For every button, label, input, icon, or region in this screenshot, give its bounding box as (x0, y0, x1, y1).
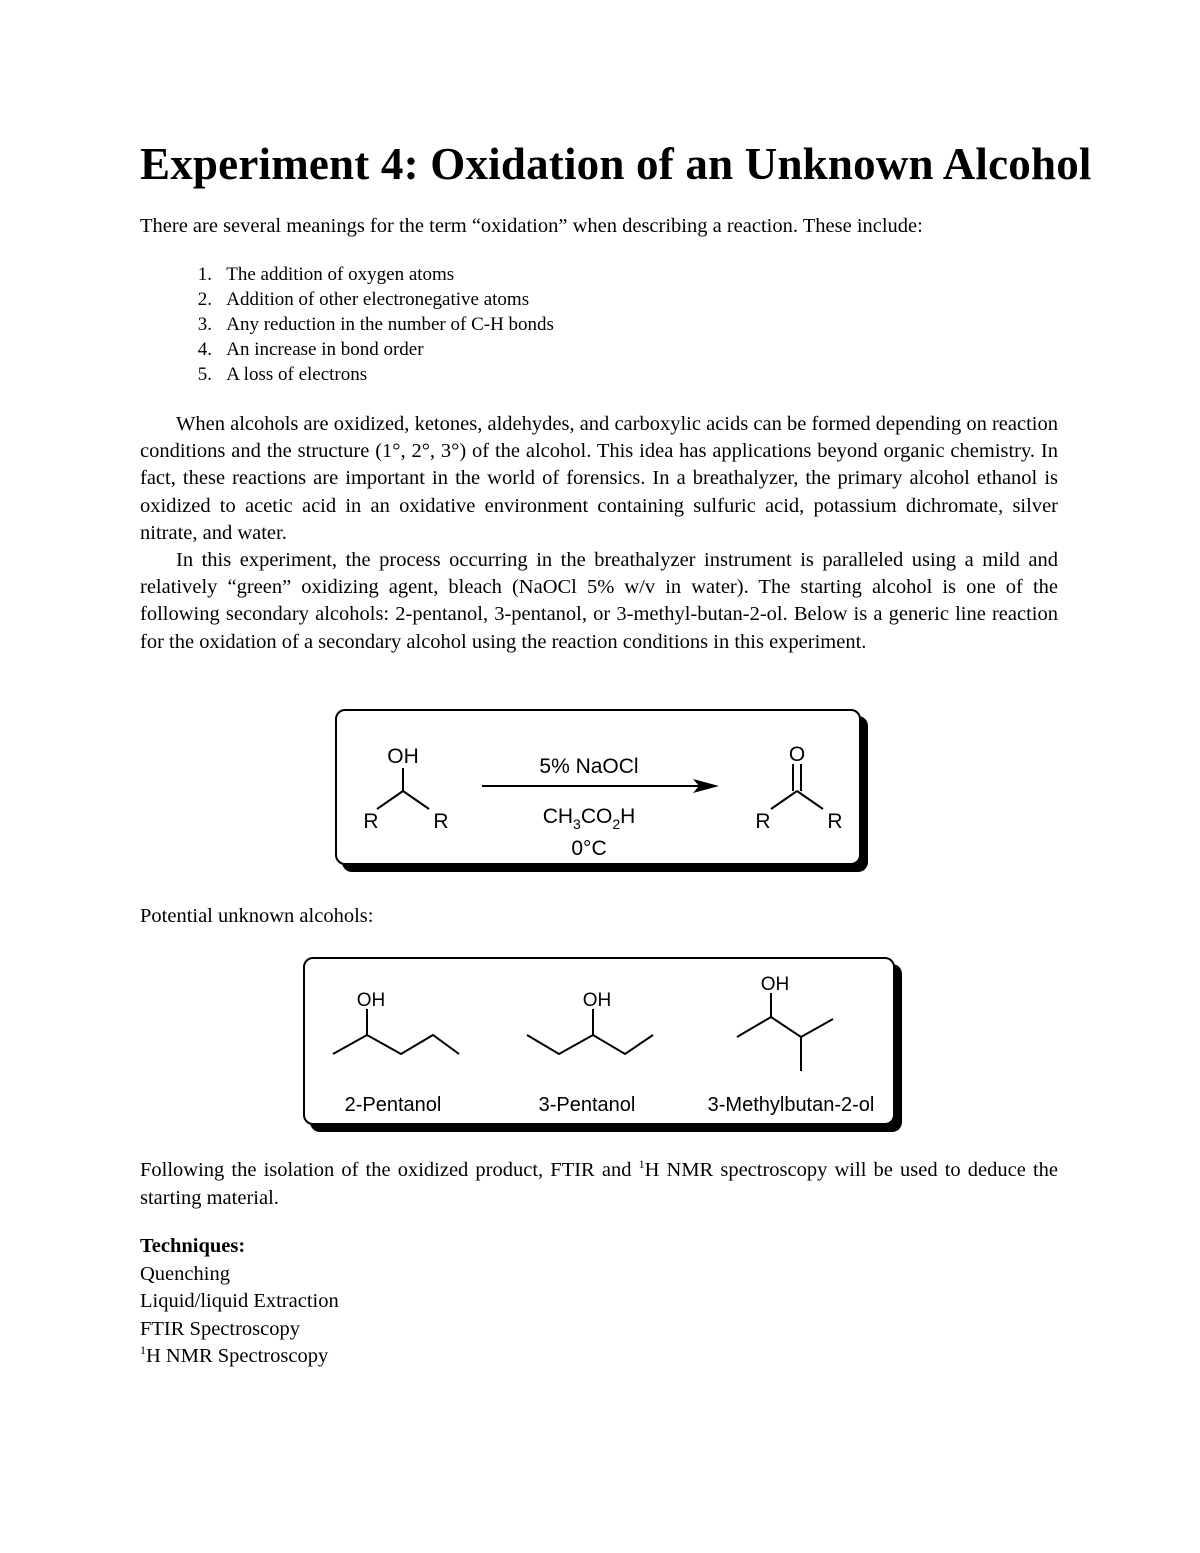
oxidation-meanings-list (140, 262, 554, 387)
reaction-drawing (337, 711, 859, 863)
list-item (140, 262, 554, 287)
list-item (140, 337, 554, 362)
temperature-label: 0°C (571, 837, 607, 860)
methylbutanol-hydroxyl: OH (760, 974, 790, 995)
unknowns-drawing (305, 959, 893, 1123)
paragraph-oxidation: When alcohols are oxidized, ketones, aldehydes, and carboxylic acids can be formed depending on reaction conditions and the structure (1°, 2°, 3°) of the alcohol. This idea has applications beyond organic chemistry. In fact, these reactions are important in the world of forensics. In a breathalyzer, the primary alcohol ethanol is oxidized to acetic acid in an oxidative environment containing sulfuric acid, potassium dichromate, silver nitrate, and water. (140, 413, 1058, 544)
reactant-bonds (377, 768, 429, 809)
technique-item: Liquid/liquid Extraction (140, 1290, 339, 1312)
reactant-r-left: R (363, 810, 379, 833)
unknown-alcohols-figure (303, 957, 895, 1125)
list-item (140, 312, 554, 337)
list-item (140, 287, 554, 312)
list-text: An increase in bond order (226, 339, 424, 360)
solvent-label: $CH_3CO_2H$ (542, 805, 636, 832)
pentan-3-ol-bonds (527, 1009, 653, 1054)
pentan-2-ol-hydroxyl: OH (356, 990, 386, 1011)
list-number: 4. (197, 339, 212, 360)
product-r-left: R (755, 810, 771, 833)
methylbutanol-bonds (737, 993, 833, 1071)
techniques-section (140, 1233, 339, 1371)
reactant-r-right: R (433, 810, 449, 833)
reagent-label: 5% NaOCl (539, 755, 639, 778)
list-text: Any reduction in the number of C-H bonds (226, 314, 554, 335)
pentan-2-ol-bonds (333, 1009, 459, 1054)
list-number: 3. (197, 314, 212, 335)
technique-item: FTIR Spectroscopy (140, 1317, 300, 1340)
pentan-3-ol-name: 3-Pentanol (538, 1094, 636, 1116)
product-carbonyl-label: O (788, 743, 806, 766)
list-text: The addition of oxygen atoms (226, 264, 455, 285)
technique-item: Quenching (140, 1262, 230, 1285)
pentan-3-ol-hydroxyl: OH (582, 990, 612, 1011)
unknowns-label: Potential unknown alcohols: (140, 905, 374, 927)
pentan-2-ol-name: 2-Pentanol (344, 1094, 442, 1116)
list-number: 1. (197, 264, 212, 285)
list-item (140, 362, 554, 387)
reactant-hydroxyl-label: OH (387, 745, 419, 768)
following-paragraph: Following the isolation of the oxidized product, FTIR and $^1$H NMR spectroscopy will be used to deduce the starting material. (140, 1157, 1058, 1209)
methylbutanol-name: 3-Methylbutan-2-ol (707, 1094, 875, 1116)
intro-text: There are several meanings for the term “oxidation” when describing a reaction. These include: (140, 215, 923, 237)
techniques-heading: Techniques: (140, 1235, 246, 1257)
list-number: 5. (197, 364, 212, 385)
paragraph-experiment: In this experiment, the process occurring in the breathalyzer instrument is paralleled using a mild and relatively “green” oxidizing agent, bleach (NaOCl 5% w/v in water). The starting alcohol is one of the following secondary alcohols: 2-pentanol, 3-pentanol, or 3-methyl-butan-2-ol. Below is a generic line reaction for the oxidation of a secondary alcohol using the reaction conditions in this experiment. (140, 549, 1058, 653)
list-number: 2. (197, 289, 212, 310)
technique-item: $^1$H NMR Spectroscopy (140, 1343, 329, 1367)
page-title: Experiment 4: Oxidation of an Unknown Alcohol (140, 139, 1092, 189)
product-bonds (771, 764, 823, 809)
reaction-scheme (335, 709, 861, 865)
product-r-right: R (827, 810, 843, 833)
list-text: Addition of other electronegative atoms (226, 289, 530, 310)
list-text: A loss of electrons (226, 364, 368, 385)
